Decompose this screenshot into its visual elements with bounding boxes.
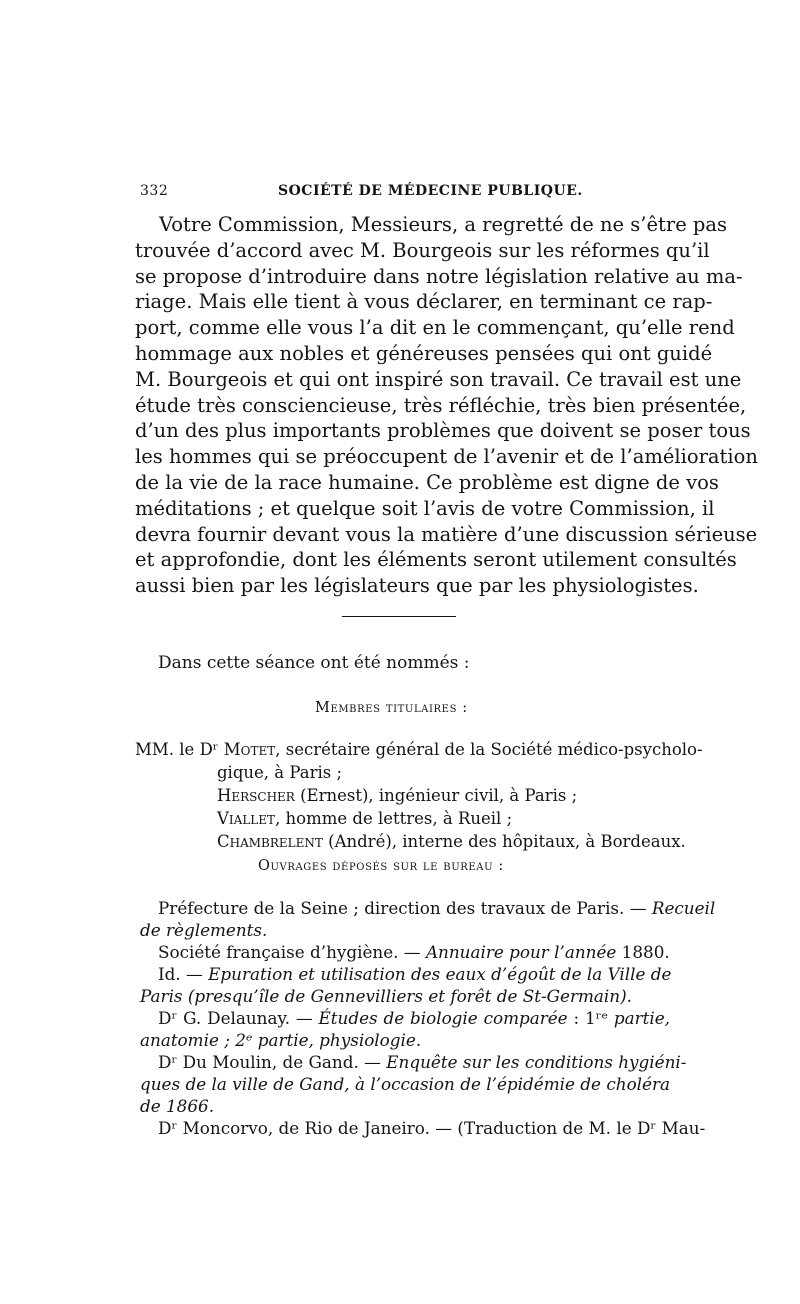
running-title: SOCIÉTÉ DE MÉDECINE PUBLIQUE. <box>278 183 583 199</box>
paragraph-line: étude très consciencieuse, très réfléchie, très bien présentée, <box>135 393 747 417</box>
deposit-title: Recueil <box>651 898 716 918</box>
paragraph-line: se propose d’introduire dans notre législation relative au ma- <box>135 264 743 288</box>
deposit-line <box>140 1007 670 1029</box>
deposit-year: 1880. <box>616 942 670 962</box>
paragraph-line: riage. Mais elle tient à vous déclarer, en terminant ce rap- <box>135 290 713 314</box>
deposit-line <box>140 919 670 941</box>
member-detail: (Ernest), ingénieur civil, à Paris ; <box>294 786 578 805</box>
deposit-title: de règlements. <box>140 920 268 940</box>
member-entry <box>217 761 675 784</box>
deposit-author: Id. — <box>158 964 209 984</box>
deposit-title: anatomie ; 2ᵉ partie, physiologie. <box>140 1030 422 1050</box>
deposit-title: Epuration et utilisation des eaux d’égoût de la Ville de <box>208 964 672 984</box>
member-prefix: MM. le Dʳ <box>135 740 224 759</box>
paragraph-line: de la vie de la race humaine. Ce problème est digne de vos <box>135 470 719 494</box>
member-name: Chambrelent <box>217 832 323 851</box>
member-detail: gique, à Paris ; <box>217 763 342 782</box>
deposit-line <box>140 1073 670 1095</box>
paragraph-line: aussi bien par les législateurs que par les physiologistes. <box>135 574 699 598</box>
deposit-line <box>140 1029 670 1051</box>
member-entry <box>135 738 703 761</box>
deposit-author: Préfecture de la Seine ; direction des travaux de Paris. — <box>158 898 652 918</box>
paragraph-line: hommage aux nobles et généreuses pensées qui ont guidé <box>135 341 713 365</box>
members-list <box>135 738 703 853</box>
deposit-line <box>140 897 716 919</box>
deposit-line <box>140 963 670 985</box>
paragraph-line: trouvée d’accord avec M. Bourgeois sur les réformes qu’il <box>135 238 710 262</box>
paragraph-line: Votre Commission, Messieurs, a regretté de ne s’être pas <box>159 213 728 236</box>
member-name: Viallet <box>217 809 276 828</box>
deposit-line <box>140 1095 670 1117</box>
deposit-author: Société française d’hygiène. — <box>158 942 426 962</box>
deposit-title: Enquête sur les conditions hygiéni- <box>386 1052 687 1072</box>
deposit-author: Dʳ Du Moulin, de Gand. — <box>158 1052 387 1072</box>
deposit-line <box>140 985 670 1007</box>
deposit-line <box>140 1117 706 1139</box>
member-detail: , homme de lettres, à Rueil ; <box>275 809 513 828</box>
deposit-title-part: partie, <box>613 1008 670 1028</box>
section-divider <box>342 616 456 617</box>
member-entry <box>217 784 675 807</box>
deposit-author: Dʳ G. Delaunay. — <box>158 1008 319 1028</box>
deposits-heading: Ouvrages déposés sur le bureau : <box>258 858 504 874</box>
nominations-intro: Dans cette séance ont été nommés : <box>158 653 470 673</box>
deposit-title: de 1866. <box>140 1096 215 1116</box>
paragraph-line: devra fournir devant vous la matière d’une discussion sérieuse <box>135 522 758 546</box>
member-detail: (André), interne des hôpitaux, à Bordeaux. <box>322 832 686 851</box>
paragraph-line: M. Bourgeois et qui ont inspiré son travail. Ce travail est une <box>135 367 742 391</box>
deposit-title: Études de biologie comparée <box>318 1008 568 1028</box>
deposit-line <box>140 1051 687 1073</box>
deposit-title: Paris (presqu’île de Gennevilliers et forêt de St-Germain). <box>140 986 632 1006</box>
deposit-title: ques de la ville de Gand, à l’occasion de l’épidémie de choléra <box>140 1074 670 1094</box>
paragraph-line: méditations ; et quelque soit l’avis de votre Commission, il <box>135 496 715 520</box>
commission-paragraph <box>135 212 758 599</box>
page-number: 332 <box>140 183 169 199</box>
deposit-detail: : 1ʳᵉ <box>567 1008 614 1028</box>
paragraph-line: port, comme elle vous l’a dit en le commençant, qu’elle rend <box>135 316 735 340</box>
members-heading: Membres titulaires : <box>315 700 468 716</box>
member-name: Motet <box>223 740 276 759</box>
paragraph-line: et approfondie, dont les éléments seront utilement consultés <box>135 548 737 572</box>
deposit-author: Dʳ Moncorvo, de Rio de Janeiro. — (Traduction de M. le Dʳ Mau- <box>158 1118 706 1138</box>
paragraph-line: les hommes qui se préoccupent de l’avenir et de l’amélioration <box>135 445 758 469</box>
deposit-title: Annuaire pour l’année <box>425 942 617 962</box>
member-entry <box>217 830 686 853</box>
member-entry <box>217 807 675 830</box>
member-name: Herscher <box>217 786 295 805</box>
deposit-line <box>140 941 670 963</box>
member-detail: , secrétaire général de la Société médico-psycholo- <box>275 740 703 759</box>
deposits-list <box>140 897 716 1139</box>
paragraph-line: d’un des plus importants problèmes que doivent se poser tous <box>135 419 751 443</box>
